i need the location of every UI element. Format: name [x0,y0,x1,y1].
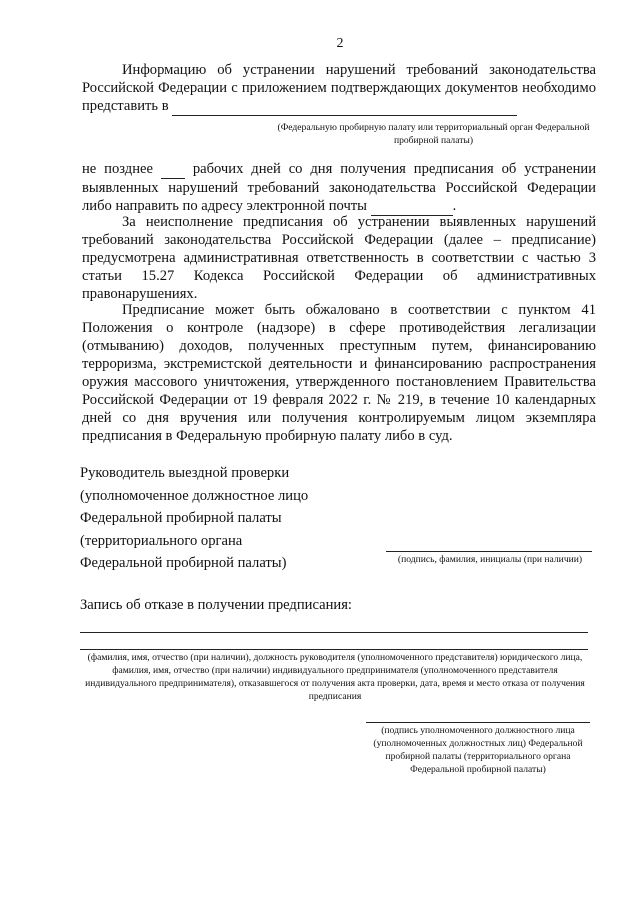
signer-line-4: (территориального органа [80,532,243,549]
paragraph-appeal [82,301,596,445]
paragraph-deadline [82,160,596,216]
signer-line-1: Руководитель выездной проверки [80,465,290,481]
page-number: 2 [336,36,344,51]
recipient-caption: (Федеральную пробирную палату или территориальный орган Федеральной пробирной палаты) [277,122,590,146]
paragraph-text: Предписание может быть обжаловано в соответствии с пунктом 41 Положения о контроле (надзоре) в сфере противодействия легализации (отмыванию) доходов, полученных преступным путем, финансированию терроризма, экстремистской деятельности и финансированию распространения оружия массового уничтожения, утвержденного постановлением Правительства Российской Федерации от 19 февраля 2022 г. № 219, в течение 10 календарных дней со дня вручения или получения контролируемым лицом экземпляра предписания в Федеральную пробирную палату либо в суд. [82,302,596,444]
refusal-caption: (фамилия, имя, отчество (при наличии), должность руководителя (уполномоченного представителя) юридического лица, фамилия, имя, отчество (при наличии) индивидуального предпринимателя (уполномоченного представителя индивидуального предпринимателя), отказавшегося от получения акта проверки, дата, время и место отказа от получения предписания [85,652,585,702]
paragraph-text: Информацию об устранении нарушений требований законодательства Российской Федерации с приложением подтверждающих документов необходимо представить в [82,62,596,114]
official-signature-caption: (подпись уполномоченного должностного лица (уполномоченных должностных лиц) Федеральной пробирной палаты (территориального органа Федеральной пробирной палаты) [373,725,583,775]
signer-line-3: Федеральной пробирной палаты [80,510,282,526]
signer-line-5: Федеральной пробирной палаты) [80,555,287,571]
signature-line [386,551,592,552]
blank-recipient [172,97,517,116]
deadline-text: рабочих дней со дня получения предписания об устранении выявленных нарушений требований законодательства Российской Федерации либо направить по адресу электронной почты [82,161,597,214]
deadline-period: . [452,198,457,214]
signer-block [80,462,308,575]
blank-days [161,160,185,179]
signer-line-2: (уполномоченное должностное лицо [80,487,309,504]
refusal-line-2 [80,649,588,650]
paragraph-submission-info [82,61,596,116]
signature-caption: (подпись, фамилия, инициалы (при наличии) [397,554,583,565]
paragraph-liability [82,213,596,303]
deadline-lead: не позднее [82,161,153,177]
paragraph-text: За неисполнение предписания об устранении выявленных нарушений требований законодательства Российской Федерации (далее – предписание) предусмотрена административная ответственность в соответствии с частью 3 статьи 15.27 Кодекса Российской Федерации об административных правонарушениях. [82,214,596,302]
refusal-line-1 [80,632,588,633]
official-signature-line [366,722,590,723]
refusal-title: Запись об отказе в получении предписания: [80,597,352,613]
